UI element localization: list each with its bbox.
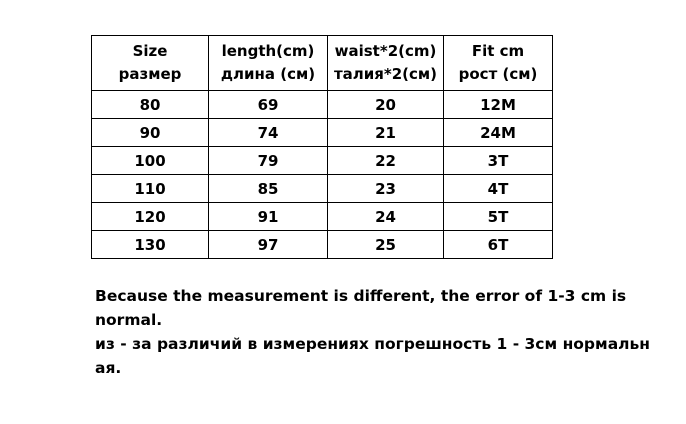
cell-length: 85 (209, 175, 328, 203)
cell-length: 69 (209, 91, 328, 119)
header-label-en: length(cm) (221, 42, 315, 60)
cell-waist: 20 (328, 91, 444, 119)
header-label-en: Fit cm (471, 42, 525, 60)
header-cell-fit (444, 36, 553, 91)
cell-waist: 22 (328, 147, 444, 175)
header-label-en: waist*2(cm) (334, 42, 437, 60)
cell-size: 100 (92, 147, 209, 175)
table-row (92, 147, 553, 175)
cell-fit: 5T (444, 203, 553, 231)
table-row (92, 231, 553, 259)
table-header-row (92, 36, 553, 91)
note-russian: из - за различий в измерениях погрешность 1 - 3см нормальн ая. (95, 335, 651, 377)
header-cell-length (209, 36, 328, 91)
cell-waist: 21 (328, 119, 444, 147)
measurement-note (95, 284, 655, 380)
header-label-ru: размер (118, 65, 182, 83)
cell-size: 120 (92, 203, 209, 231)
header-label-ru: длина (см) (220, 65, 316, 83)
cell-length: 79 (209, 147, 328, 175)
table-row (92, 91, 553, 119)
table-row (92, 175, 553, 203)
cell-length: 91 (209, 203, 328, 231)
cell-size: 90 (92, 119, 209, 147)
table-row (92, 203, 553, 231)
cell-size: 130 (92, 231, 209, 259)
cell-length: 74 (209, 119, 328, 147)
cell-length: 97 (209, 231, 328, 259)
cell-fit: 12M (444, 91, 553, 119)
cell-size: 110 (92, 175, 209, 203)
cell-waist: 25 (328, 231, 444, 259)
header-cell-size (92, 36, 209, 91)
cell-size: 80 (92, 91, 209, 119)
cell-fit: 4T (444, 175, 553, 203)
cell-waist: 23 (328, 175, 444, 203)
size-chart-table (91, 35, 553, 259)
header-label-ru: талия*2(см) (333, 65, 438, 83)
cell-fit: 3T (444, 147, 553, 175)
header-label-ru: рост (см) (458, 65, 538, 83)
header-label-en: Size (132, 42, 168, 60)
note-english: Because the measurement is different, the error of 1-3 cm is normal. (95, 287, 627, 329)
cell-waist: 24 (328, 203, 444, 231)
cell-fit: 6T (444, 231, 553, 259)
cell-fit: 24M (444, 119, 553, 147)
header-cell-waist (328, 36, 444, 91)
table-row (92, 119, 553, 147)
